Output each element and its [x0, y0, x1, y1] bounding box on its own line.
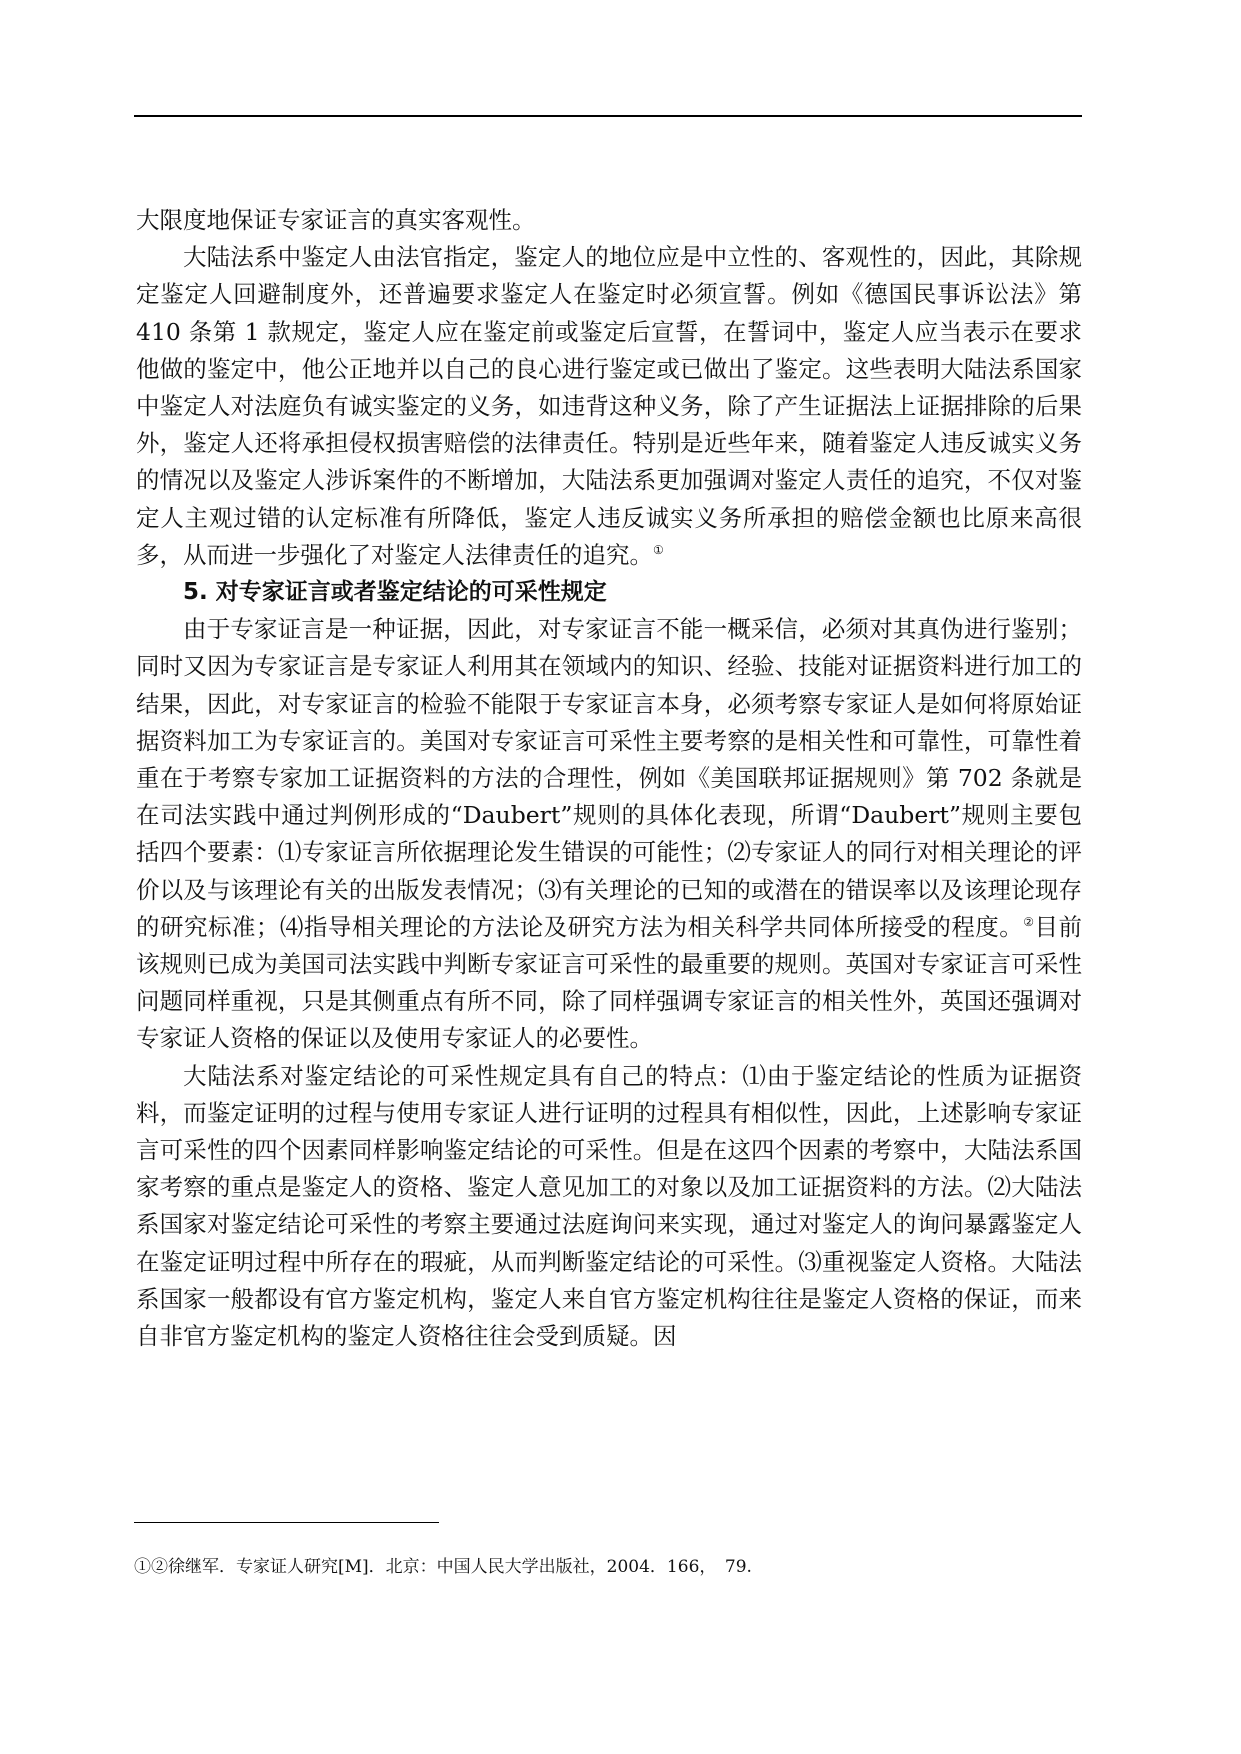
- section-heading: 5. 对专家证言或者鉴定结论的可采性规定: [183, 579, 607, 606]
- paragraph-1: 大限度地保证专家证言的真实客观性。: [136, 206, 536, 234]
- paragraph-2-text: 大陆法系中鉴定人由法官指定，鉴定人的地位应是中立性的、客观性的，因此，其除规定鉴定人回避制度外，还普遍要求鉴定人在鉴定时必须宣誓。例如《德国民事诉讼法》第 410 条第 1 款规定，鉴定人应在鉴定前或鉴定后宣誓，在誓词中，鉴定人应当表示在要求他做的鉴定中，他公正地并以自己的良心进行鉴定或已做出了鉴定。这些表明大陆法系国家中鉴定人对法庭负有诚实鉴定的义务，如违背这种义务，除了产生证据法上证据排除的后果外，鉴定人还将承担侵权损害赔偿的法律责任。特别是近些年来，随着鉴定人违反诚实义务的情况以及鉴定人涉诉案件的不断增加，大陆法系更加强调对鉴定人责任的追究，不仅对鉴定人主观过错的认定标准有所降低，鉴定人违反诚实义务所承担的赔偿金额也比原来高很多，从而进一步强化了对鉴定人法律责任的追究。: [136, 243, 1082, 569]
- footnote: ①②徐继军．专家证人研究[M]．北京：中国人民大学出版社，2004．166， 79.: [134, 1557, 752, 1577]
- paragraph-3: [136, 611, 1082, 1057]
- footnote-rule: [134, 1522, 439, 1523]
- footnote-ref-1: ①: [653, 543, 664, 557]
- header-rule: [134, 115, 1082, 117]
- paragraph-3a-text: 由于专家证言是一种证据，因此，对专家证言不能一概采信，必须对其真伪进行鉴别；同时又因为专家证言是专家证人利用其在领域内的知识、经验、技能对证据资料进行加工的结果，因此，对专家证言的检验不能限于专家证言本身，必须考察专家证人是如何将原始证据资料加工为专家证言的。美国对专家证言可采性主要考察的是相关性和可靠性，可靠性着重在于考察专家加工证据资料的方法的合理性，例如《美国联邦证据规则》第 702 条就是在司法实践中通过判例形成的“Daubert”规则的具体化表现，所谓“Daubert”规则主要包括四个要素：⑴专家证言所依据理论发生错误的可能性；⑵专家证人的同行对相关理论的评价以及与该理论有关的出版发表情况；⑶有关理论的已知的或潜在的错误率以及该理论现存的研究标准；⑷指导相关理论的方法论及研究方法为相关科学共同体所接受的程度。: [136, 615, 1082, 941]
- paragraph-2: [136, 239, 1082, 574]
- body-text: [136, 202, 1082, 1355]
- footnote-ref-2: ②: [1023, 915, 1035, 930]
- paragraph-3b-text: 目前该规则已成为美国司法实践中判断专家证言可采性的最重要的规则。英国对专家证言可采性问题同样重视，只是其侧重点有所不同，除了同样强调专家证言的相关性外，英国还强调对专家证人资格的保证以及使用专家证人的必要性。: [136, 912, 1083, 1053]
- paragraph-4: 大陆法系对鉴定结论的可采性规定具有自己的特点：⑴由于鉴定结论的性质为证据资料，而鉴定证明的过程与使用专家证人进行证明的过程具有相似性，因此，上述影响专家证言可采性的四个因素同样影响鉴定结论的可采性。但是在这四个因素的考察中，大陆法系国家考察的重点是鉴定人的资格、鉴定人意见加工的对象以及加工证据资料的方法。⑵大陆法系国家对鉴定结论可采性的考察主要通过法庭询问来实现，通过对鉴定人的询问暴露鉴定人在鉴定证明过程中所存在的瑕疵，从而判断鉴定结论的可采性。⑶重视鉴定人资格。大陆法系国家一般都设有官方鉴定机构，鉴定人来自官方鉴定机构往往是鉴定人资格的保证，而来自非官方鉴定机构的鉴定人资格往往会受到质疑。因: [136, 1061, 1082, 1351]
